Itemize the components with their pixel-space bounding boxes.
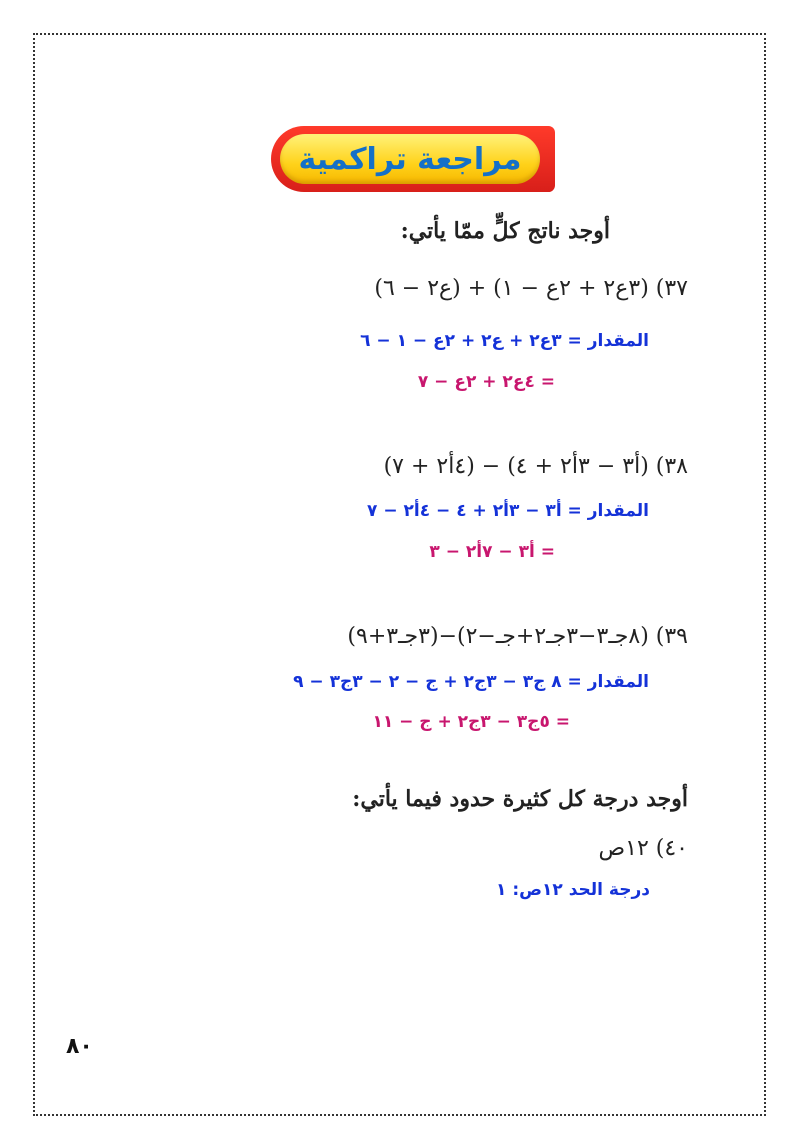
title-badge-inner <box>280 134 540 184</box>
problem-38: ٣٨) (أ٣ − ٣أ٢ + ٤) − (٤أ٢ + ٧) <box>383 454 688 479</box>
page-number: ٨٠ <box>66 1034 93 1059</box>
problem-37: ٣٧) (٣ع٢ + ٢ع − ١) + (ع٢ − ٦) <box>374 276 688 301</box>
problem-39-step: المقدار = ٨ ج٣ − ٣ج٢ + ج − ٢ − ٣ج٣ − ٩ <box>293 672 649 692</box>
instruction-degree: أوجد درجة كل كثيرة حدود فيما يأتي: <box>352 786 688 812</box>
problem-37-result: = ٤ع٢ + ٢ع − ٧ <box>417 372 555 392</box>
problem-40-answer: درجة الحد ١٢ص: ١ <box>496 880 650 900</box>
title-badge <box>271 126 555 192</box>
instruction-products: أوجد ناتج كلٍّ ممّا يأتي: <box>400 218 610 244</box>
problem-38-step: المقدار = أ٣ − ٣أ٢ + ٤ − ٤أ٢ − ٧ <box>367 501 649 521</box>
problem-39: ٣٩) (٨جـ٣−٣جـ٢+جـ−٢)−(٣جـ٣+٩) <box>347 624 688 649</box>
problem-37-step: المقدار = ٣ع٢ + ع٢ + ٢ع − ١ − ٦ <box>360 331 649 351</box>
page-border <box>33 33 766 1116</box>
problem-39-result: = ٥ج٣ − ٣ج٢ + ج − ١١ <box>372 712 570 732</box>
page-title: مراجعة تراكمية <box>298 141 522 177</box>
problem-40: ٤٠) ١٢ص <box>598 836 688 861</box>
problem-38-result: = أ٣ − ٧أ٢ − ٣ <box>429 542 555 562</box>
